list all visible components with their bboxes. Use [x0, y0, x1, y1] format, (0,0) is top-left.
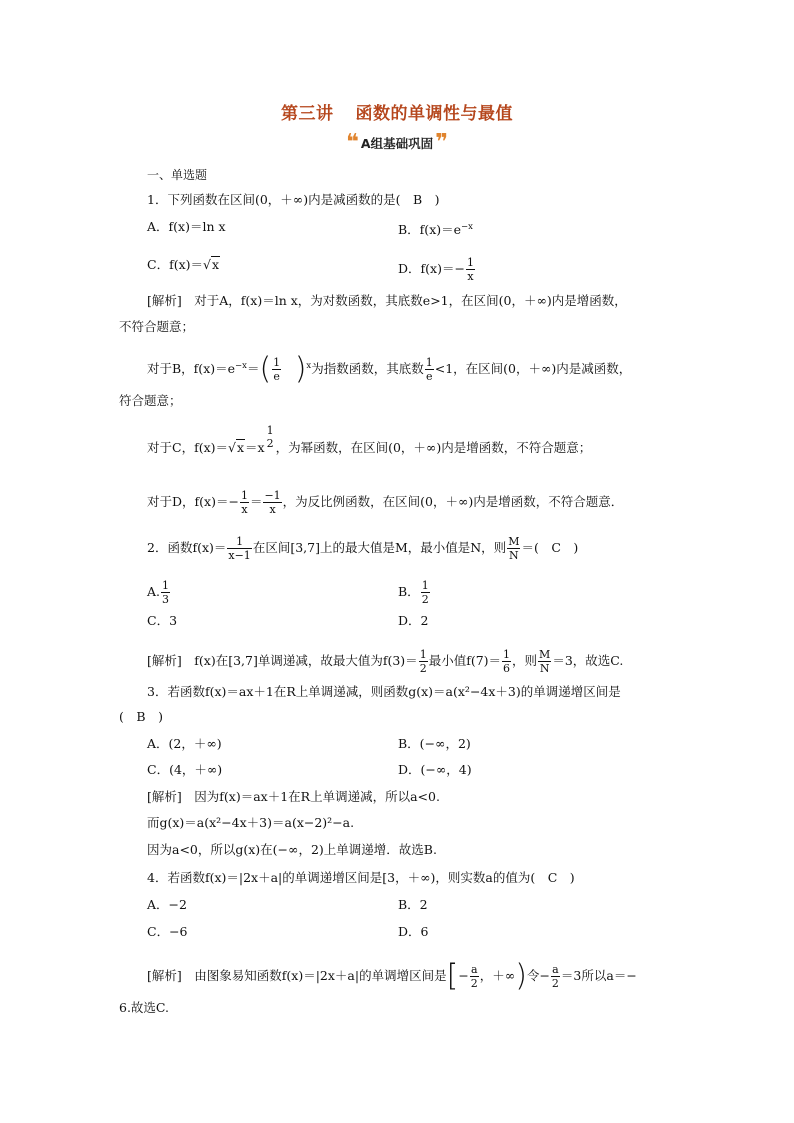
q1-explanation-d: 对于D，f(x)＝− $\frac{1}{x}$ ＝ $\frac{-1}{x}$ ，为反比例函数，在区间(0，＋∞)内是增函数，不符合题意． [147, 489, 624, 516]
group-label: A组基础巩固 [360, 136, 434, 151]
open-quote-icon: ❝ [345, 130, 359, 155]
q3-option-b: B．(−∞，2) [398, 736, 471, 751]
q3-option-d: D．(−∞，4) [398, 762, 472, 777]
q1-stem: 1．下列函数在区间(0，＋∞)内是减函数的是( B ) [147, 192, 440, 207]
q1-option-b: B．$f(x)=e^{-x}$ [398, 222, 473, 238]
q4-explanation-line1: [解析] 由图象易知函数f(x)＝|2x＋a|的单调增区间是[− $\frac{a}{2}$ ，＋∞)令− $\frac{a}{2}$ ＝3所以a＝− [147, 958, 637, 994]
title-lecture: 第三讲 [281, 104, 334, 124]
q4-stem: 4．若函数f(x)＝|2x＋a|的单调递增区间是[3，＋∞)，则实数a的值为( C ) [147, 870, 575, 885]
q3-stem-line2: ( B ) [119, 709, 163, 724]
q1-explanation-b: 对于B，$f(x)=e^{-x}=$( $\frac{1}{e}$ )$^x$为指数函数，其底数 $\frac{1}{e}$ <1，在区间(0，＋∞)内是减函数， [147, 351, 632, 387]
q3-explanation-line2: 而g(x)＝a(x²−4x＋3)＝a(x−2)²−a. [147, 815, 355, 830]
section-heading: 一、单选题 [147, 168, 208, 182]
page-title [0, 99, 794, 124]
q2-explanation: [解析] f(x)在[3,7]单调递减，故最大值为f(3)＝ $\frac{1}{2}$ 最小值f(7)＝ $\frac{1}{6}$ ，则 $\frac{M}{N}$ ＝3，故选C. [147, 648, 624, 675]
q1-explanation-line2: 不符合题意； [119, 319, 195, 334]
group-banner [0, 130, 794, 155]
q4-option-b: B．2 [398, 897, 428, 912]
q2-option-a: A. $\frac{1}{3}$ [147, 579, 170, 606]
q2-stem: 2．函数f(x)＝ $\frac{1}{x-1}$ 在区间[3,7]上的最大值是M，最小值是N，则 $\frac{M}{N}$ ＝( C ) [147, 535, 579, 562]
q4-option-a: A．−2 [147, 897, 187, 912]
q1-option-c: C．f(x)＝√x [147, 257, 220, 272]
q2-option-c: C．3 [147, 613, 178, 628]
q1-explanation-b-line2: 符合题意； [119, 393, 182, 408]
explanation-tag: [解析] [147, 293, 182, 308]
q4-option-c: C．−6 [147, 924, 188, 939]
q1-option-a: A．f(x)＝ln x [147, 219, 226, 234]
q3-explanation-line3: 因为a<0，所以g(x)在(−∞，2)上单调递增．故选B. [147, 842, 437, 857]
q4-option-d: D．6 [398, 924, 429, 939]
q1-option-d: D．f(x)＝− $\frac{1}{x}$ [398, 256, 474, 283]
q1-explanation-c: 对于C，f(x)＝√x＝x 1 2 ，为幂函数，在区间(0，＋∞)内是增函数，不符合题意； [147, 424, 592, 455]
q2-option-d: D．2 [398, 613, 429, 628]
q3-stem-line1: 3．若函数f(x)＝ax＋1在R上单调递减，则函数g(x)＝a(x²−4x＋3)的单调递增区间是 [147, 684, 621, 699]
title-topic: 函数的单调性与最值 [355, 104, 513, 124]
explanation-tag: [解析] [147, 968, 182, 983]
q3-option-c: C．(4，＋∞) [147, 762, 223, 777]
q3-explanation-line1: [解析] 因为f(x)＝ax＋1在R上单调递减，所以a<0. [147, 789, 440, 804]
q1-explanation-line1: [解析] 对于A，f(x)＝ln x，为对数函数，其底数e>1，在区间(0，＋∞)内是增函数， [147, 293, 627, 308]
q3-option-a: A．(2，＋∞) [147, 736, 222, 751]
q4-explanation-line2: 6.故选C. [119, 1000, 170, 1015]
close-quote-icon: ❞ [435, 130, 449, 155]
explanation-tag: [解析] [147, 789, 182, 804]
q2-option-b: B． $\frac{1}{2}$ [398, 579, 429, 606]
explanation-tag: [解析] [147, 653, 182, 668]
